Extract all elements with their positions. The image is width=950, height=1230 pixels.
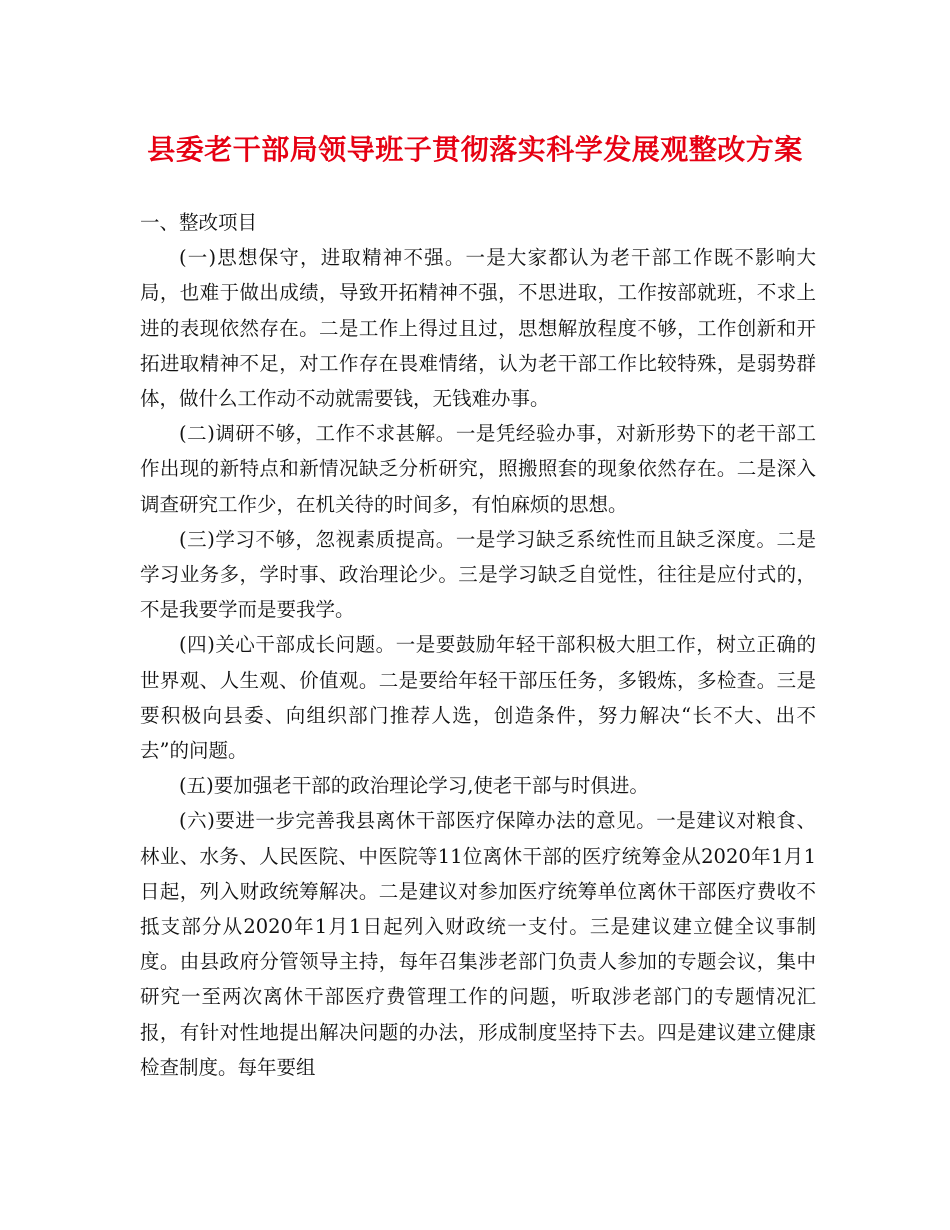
paragraph-5: (五)要加强老干部的政治理论学习,使老干部与时俱进。 xyxy=(179,774,649,798)
section-heading: 一、整改项目 xyxy=(140,211,258,234)
paragraph-1: (一)思想保守，进取精神不强。一是大家都认为老干部工作既不影响大局，也难于做出成绩，导致开拓精神不强，不思进取，工作按部就班，不求上进的表现依然存在。二是工作上得过且过，思想解放程度不够，工作创新和开拓进取精神不足，对工作存在畏难情绪，认为老干部工作比较特殊，是弱势群体，做什么工作动不动就需要钱，无钱难办事。 xyxy=(140,246,816,411)
document-title: 县委老干部局领导班子贯彻落实科学发展观整改方案 xyxy=(147,133,803,166)
paragraph-4: (四)关心干部成长问题。一是要鼓励年轻干部积极大胆工作，树立正确的世界观、人生观、价值观。二是要给年轻干部压任务，多锻炼，多检查。三是要积极向县委、向组织部门推荐人选，创造条件，努力解决“长不大、出不去”的问题。 xyxy=(140,633,816,763)
paragraph-6: (六)要进一步完善我县离休干部医疗保障办法的意见。一是建议对粮食、林业、水务、人民医院、中医院等11位离休干部的医疗统筹金从2020年1月1日起，列入财政统筹解决。二是建议对参加医疗统筹单位离休干部医疗费收不抵支部分从2020年1月1日起列入财政统一支付。三是建议建立健全议事制度。由县政府分管领导主持，每年召集涉老部门负责人参加的专题会议，集中研究一至两次离休干部医疗费管理工作的问题，听取涉老部门的专题情况汇报，有针对性地提出解决问题的办法，形成制度坚持下去。四是建议建立健康检查制度。每年要组 xyxy=(140,809,816,1079)
paragraph-3: (三)学习不够，忽视素质提高。一是学习缺乏系统性而且缺乏深度。二是学习业务多，学时事、政治理论少。三是学习缺乏自觉性，往往是应付式的，不是我要学而是要我学。 xyxy=(140,527,816,622)
document-body xyxy=(140,205,816,1085)
paragraph-2: (二)调研不够，工作不求甚解。一是凭经验办事，对新形势下的老干部工作出现的新特点和新情况缺乏分析研究，照搬照套的现象依然存在。二是深入调查研究工作少，在机关待的时间多，有怕麻烦的思想。 xyxy=(140,422,816,516)
